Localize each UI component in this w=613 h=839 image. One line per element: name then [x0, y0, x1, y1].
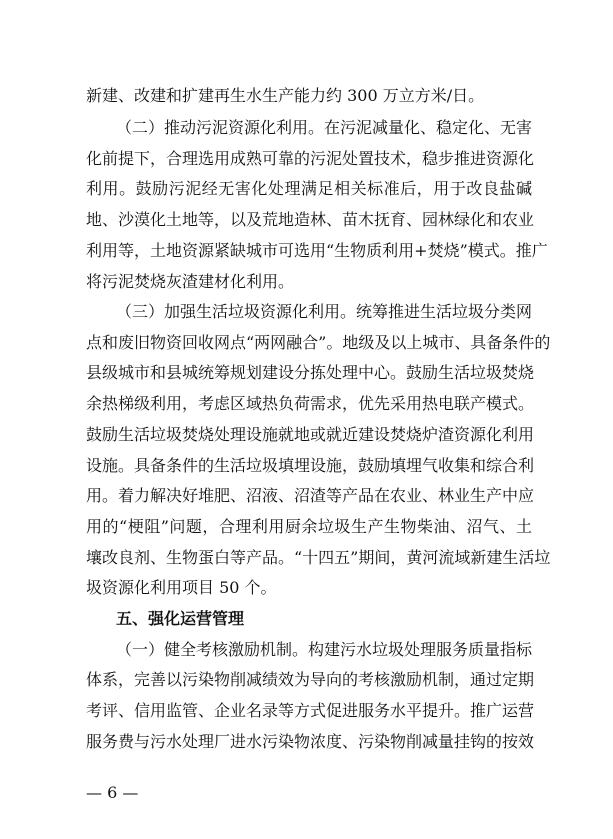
page-number: — 6 — — [86, 783, 139, 802]
text-line: 设施。具备条件的生活垃圾填埋设施，鼓励填埋气收集和综合利 — [86, 456, 535, 475]
text-line: 县级城市和县城统筹规划建设分拣处理中心。鼓励生活垃圾焚烧 — [86, 363, 535, 382]
text-line: 用的“梗阻”问题，合理利用厨余垃圾生产生物柴油、沼气、土 — [86, 517, 532, 536]
text-line: 鼓励生活垃圾焚烧处理设施就地或就近建设焚烧炉渣资源化利用 — [86, 425, 535, 444]
paragraph-3-line-1: （三）加强生活垃圾资源化利用。统筹推进生活垃圾分类网 — [116, 302, 533, 321]
text-line: 考评、信用监管、企业名录等方式促进服务水平提升。推广运营 — [86, 701, 535, 720]
paragraph-2-line-1: （二）推动污泥资源化利用。在污泥减量化、稳定化、无害 — [116, 118, 533, 137]
text-line: 地、沙漠化土地等，以及荒地造林、苗木抚育、园林绿化和农业 — [86, 210, 535, 229]
text-line: 化前提下，合理选用成熟可靠的污泥处置技术，稳步推进资源化 — [86, 149, 535, 168]
text-line: 利用等，土地资源紧缺城市可选用“生物质利用+焚烧”模式。推广 — [86, 241, 548, 260]
text-line: 利用。鼓励污泥经无害化处理满足相关标准后，用于改良盐碱 — [86, 179, 532, 198]
text-line: 服务费与污水处理厂进水污染物浓度、污染物削减量挂钩的按效 — [86, 732, 535, 751]
text-line: 用。着力解决好堆肥、沼液、沼渣等产品在农业、林业生产中应 — [86, 486, 535, 505]
paragraph-5-line-1: （一）健全考核激励机制。构建污水垃圾处理服务质量指标 — [116, 640, 533, 659]
text-line: 壤改良剂、生物蛋白等产品。“十四五”期间，黄河流域新建生活垃 — [86, 548, 551, 567]
text-line: 新建、改建和扩建再生水生产能力约 300 万立方米/日。 — [86, 86, 485, 105]
text-line: 将污泥焚烧灰渣建材化利用。 — [86, 272, 295, 291]
text-line: 点和废旧物资回收网点“两网融合”。地级及以上城市、具备条件的 — [86, 333, 551, 352]
text-line: 余热梯级利用，考虑区域热负荷需求，优先采用热电联产模式。 — [86, 394, 535, 413]
text-line: 体系，完善以污染物削减绩效为导向的考核激励机制，通过定期 — [86, 670, 535, 689]
text-line: 圾资源化利用项目 50 个。 — [86, 578, 277, 597]
section-heading: 五、强化运营管理 — [116, 609, 245, 628]
